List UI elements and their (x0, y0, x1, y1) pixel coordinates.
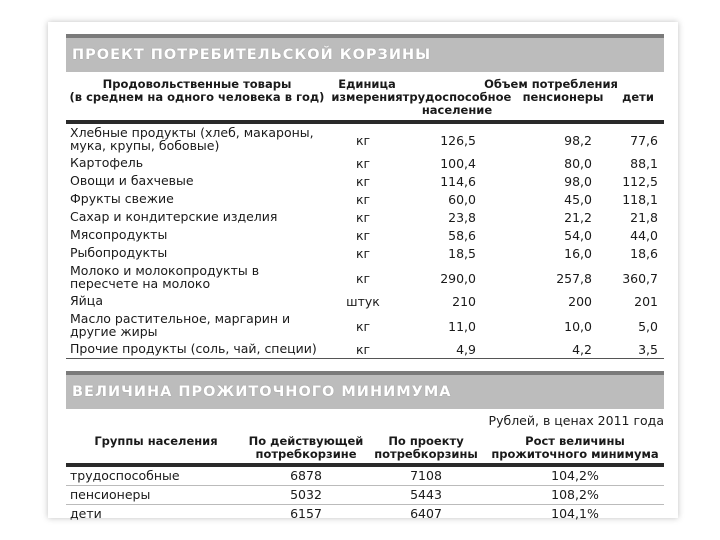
basket-row (66, 154, 664, 172)
working-value: 23,8 (448, 210, 476, 225)
current-value: 6878 (290, 468, 322, 483)
group-name: пенсионеры (70, 487, 151, 502)
unit-value: кг (355, 133, 371, 148)
children-value: 77,6 (630, 133, 658, 148)
basket-bottom-rule (66, 358, 664, 359)
pensioners-value: 200 (568, 294, 592, 309)
product-name: Прочие продукты (соль, чай, специи) (70, 341, 317, 356)
pensioners-value: 4,2 (572, 342, 592, 357)
growth-value: 108,2% (551, 487, 599, 502)
unit-value: кг (355, 246, 371, 261)
minimum-subtitle-row (66, 409, 664, 429)
working-value: 18,5 (448, 246, 476, 261)
basket-table-header (66, 72, 664, 120)
basket-row (66, 244, 664, 262)
children-value: 5,0 (638, 319, 658, 334)
group-name: трудоспособные (70, 468, 180, 483)
minimum-table-body (66, 467, 664, 523)
unit-value: кг (355, 174, 371, 189)
pensioners-value: 98,2 (564, 133, 592, 148)
product-name: Масло растительное, маргарин и другие жиры (70, 311, 291, 339)
product-name: Молоко и молокопродукты в пересчете на молоко (70, 263, 260, 291)
header-growth: Рост величины прожиточного минимума (491, 434, 659, 461)
basket-row (66, 226, 664, 244)
basket-row (66, 190, 664, 208)
pensioners-value: 45,0 (564, 192, 592, 207)
minimum-subtitle: Рублей, в ценах 2011 года (488, 413, 664, 428)
children-value: 360,7 (622, 271, 658, 286)
pensioners-value: 54,0 (564, 228, 592, 243)
pensioners-value: 257,8 (556, 271, 592, 286)
basket-title: ПРОЕКТ ПОТРЕБИТЕЛЬСКОЙ КОРЗИНЫ (66, 34, 664, 72)
minimum-title: ВЕЛИЧИНА ПРОЖИТОЧНОГО МИНИМУМА (66, 371, 664, 409)
minimum-row (66, 467, 664, 485)
unit-value: кг (355, 156, 371, 171)
pensioners-value: 98,0 (564, 174, 592, 189)
pensioners-value: 10,0 (564, 319, 592, 334)
minimum-row (66, 486, 664, 504)
children-value: 21,8 (630, 210, 658, 225)
growth-value: 104,2% (551, 468, 599, 483)
product-name: Яйца (70, 293, 103, 308)
product-name: Фрукты свежие (70, 191, 174, 206)
children-value: 112,5 (622, 174, 658, 189)
current-value: 6157 (290, 506, 322, 521)
working-value: 60,0 (448, 192, 476, 207)
header-working: трудоспособное население (402, 90, 512, 117)
unit-value: кг (355, 210, 371, 225)
product-name: Овощи и бахчевые (70, 173, 194, 188)
basket-table-body (66, 124, 664, 359)
group-name: дети (70, 506, 102, 521)
product-name: Рыбопродукты (70, 245, 168, 260)
basket-row (66, 340, 664, 358)
minimum-row (66, 505, 664, 523)
working-value: 11,0 (448, 319, 476, 334)
header-volume: Объем потребления (484, 77, 618, 91)
basket-row (66, 292, 664, 310)
working-value: 114,6 (440, 174, 476, 189)
basket-row (66, 124, 664, 154)
working-value: 4,9 (456, 342, 476, 357)
product-name: Сахар и кондитерские изделия (70, 209, 278, 224)
unit-value: кг (355, 192, 371, 207)
header-pensioners: пенсионеры (522, 90, 604, 104)
pensioners-value: 80,0 (564, 156, 592, 171)
header-children: дети (622, 90, 654, 104)
working-value: 100,4 (440, 156, 476, 171)
working-value: 126,5 (440, 133, 476, 148)
basket-row (66, 262, 664, 292)
basket-row (66, 172, 664, 190)
working-value: 290,0 (440, 271, 476, 286)
growth-value: 104,1% (551, 506, 599, 521)
children-value: 88,1 (630, 156, 658, 171)
children-value: 18,6 (630, 246, 658, 261)
children-value: 118,1 (622, 192, 658, 207)
children-value: 44,0 (630, 228, 658, 243)
infographic-content (66, 34, 664, 523)
pensioners-value: 21,2 (564, 210, 592, 225)
project-value: 7108 (410, 468, 442, 483)
basket-row (66, 310, 664, 340)
children-value: 3,5 (638, 342, 658, 357)
unit-value: кг (355, 319, 371, 334)
product-name: Хлебные продукты (хлеб, макароны, мука, крупы, бобовые) (70, 125, 314, 153)
unit-value: кг (355, 228, 371, 243)
unit-value: кг (355, 342, 371, 357)
unit-value: штук (346, 294, 380, 309)
header-current: По действующей потребкорзине (248, 434, 364, 461)
infographic-card (48, 22, 678, 521)
basket-row (66, 208, 664, 226)
children-value: 201 (634, 294, 658, 309)
header-goods: Продовольственные товары (в среднем на одного человека в год) (69, 77, 325, 104)
minimum-table-header (66, 429, 664, 463)
project-value: 5443 (410, 487, 442, 502)
unit-value: кг (355, 271, 371, 286)
project-value: 6407 (410, 506, 442, 521)
header-unit: Единица измерения (331, 77, 403, 104)
header-group: Группы населения (94, 434, 218, 448)
header-project: По проекту потребкорзины (374, 434, 478, 461)
product-name: Мясопродукты (70, 227, 168, 242)
working-value: 58,6 (448, 228, 476, 243)
pensioners-value: 16,0 (564, 246, 592, 261)
product-name: Картофель (70, 155, 144, 170)
working-value: 210 (452, 294, 476, 309)
current-value: 5032 (290, 487, 322, 502)
